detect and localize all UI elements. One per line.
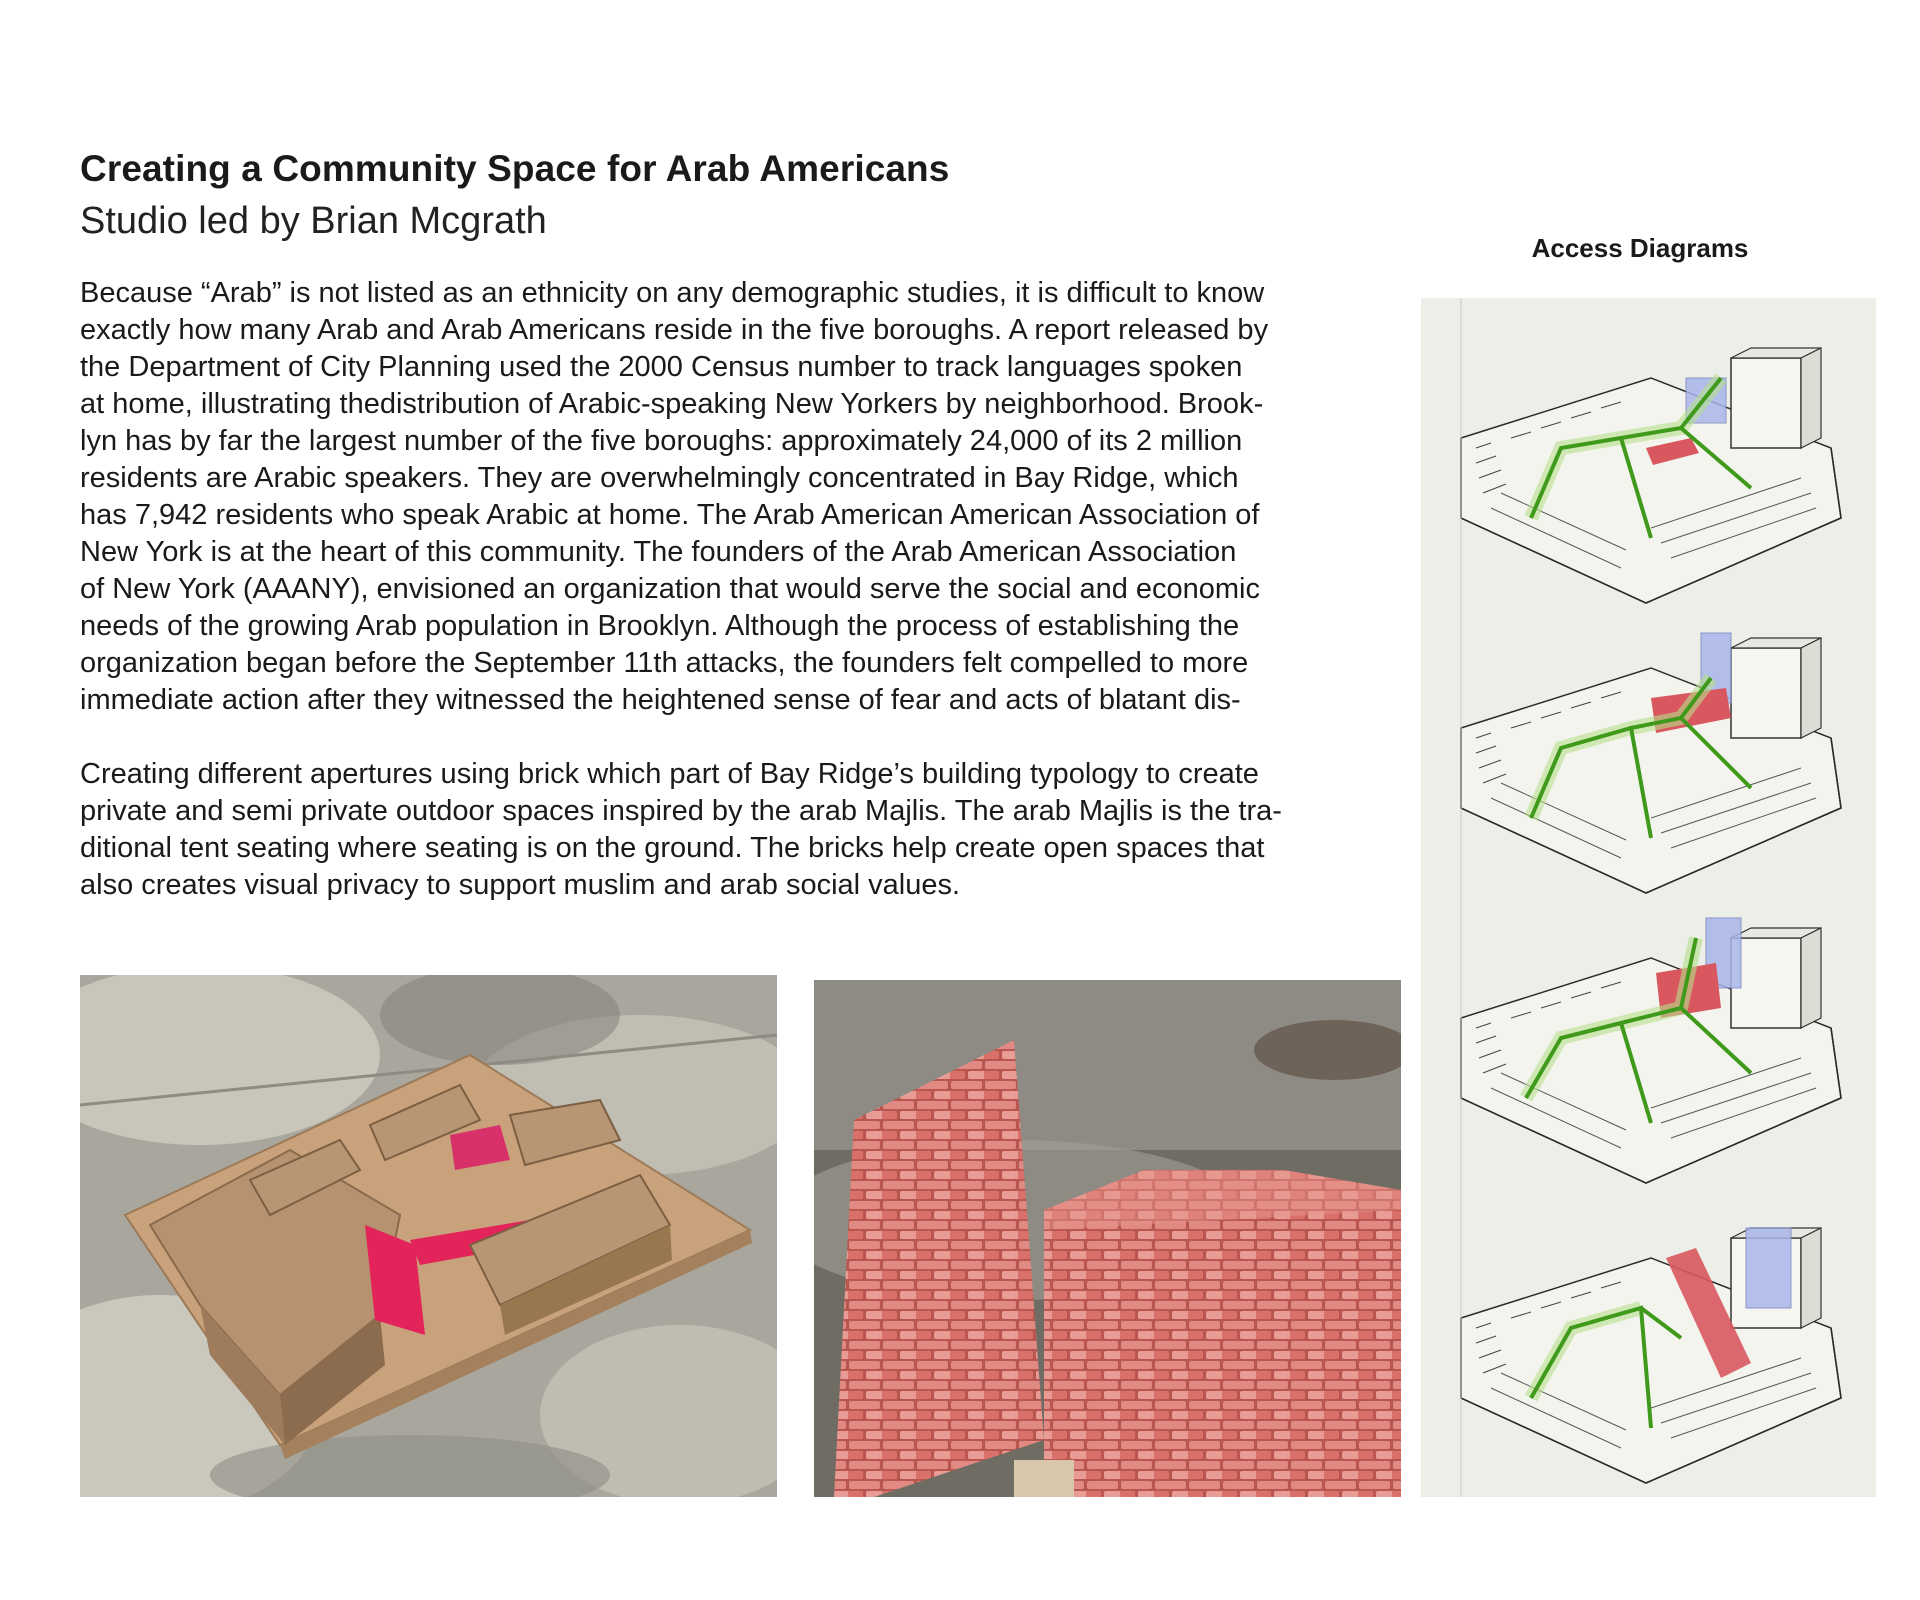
text-line: Creating different apertures using brick which part of Bay Ridge’s building typology to create	[80, 758, 1259, 790]
paragraph-context	[80, 275, 1370, 719]
access-diagram-2	[1461, 633, 1841, 893]
text-line: Because “Arab” is not listed as an ethnicity on any demographic studies, it is difficult to know	[80, 277, 1265, 309]
site-model-illustration	[80, 975, 777, 1497]
text-line: residents are Arabic speakers. They are overwhelmingly concentrated in Bay Ridge, which	[80, 462, 1239, 494]
diagrams-heading: Access Diagrams	[1531, 233, 1749, 263]
text-line: immediate action after they witnessed the heightened sense of fear and acts of blatant dis-	[80, 684, 1241, 716]
brick-wall-illustration	[814, 980, 1401, 1497]
paragraph-spacer	[80, 719, 1370, 756]
text-line: at home, illustrating thedistribution of Arabic-speaking New Yorkers by neighborhood. Brook-	[80, 388, 1264, 420]
access-diagram-3	[1461, 918, 1841, 1183]
access-diagram-4	[1461, 1228, 1841, 1483]
access-diagrams-illustration	[1421, 298, 1876, 1497]
text-line: also creates visual privacy to support muslim and arab social values.	[80, 869, 961, 901]
body-text	[80, 275, 1370, 904]
text-line: of New York (AAANY), envisioned an organization that would serve the social and economic	[80, 573, 1260, 605]
access-diagrams-panel	[1421, 298, 1876, 1497]
text-line: exactly how many Arab and Arab Americans reside in the five boroughs. A report released by	[80, 314, 1269, 346]
access-diagram-1	[1461, 348, 1841, 603]
text-line: lyn has by far the largest number of the five boroughs: approximately 24,000 of its 2 million	[80, 425, 1243, 457]
site-model-photo	[80, 975, 777, 1497]
page-title: Creating a Community Space for Arab Americans	[80, 148, 950, 189]
text-line: the Department of City Planning used the 2000 Census number to track languages spoken	[80, 351, 1243, 383]
brick-wall-photo	[814, 980, 1401, 1497]
text-line: has 7,942 residents who speak Arabic at home. The Arab American American Association of	[80, 499, 1260, 531]
text-line: ditional tent seating where seating is on the ground. The bricks help create open spaces that	[80, 832, 1265, 864]
page-subtitle: Studio led by Brian Mcgrath	[80, 200, 547, 242]
text-line: organization began before the September 11th attacks, the founders felt compelled to more	[80, 647, 1249, 679]
paragraph-design	[80, 756, 1370, 904]
text-line: New York is at the heart of this community. The founders of the Arab American Association	[80, 536, 1237, 568]
text-line: needs of the growing Arab population in Brooklyn. Although the process of establishing the	[80, 610, 1240, 642]
text-line: private and semi private outdoor spaces inspired by the arab Majlis. The arab Majlis is the tra-	[80, 795, 1282, 827]
